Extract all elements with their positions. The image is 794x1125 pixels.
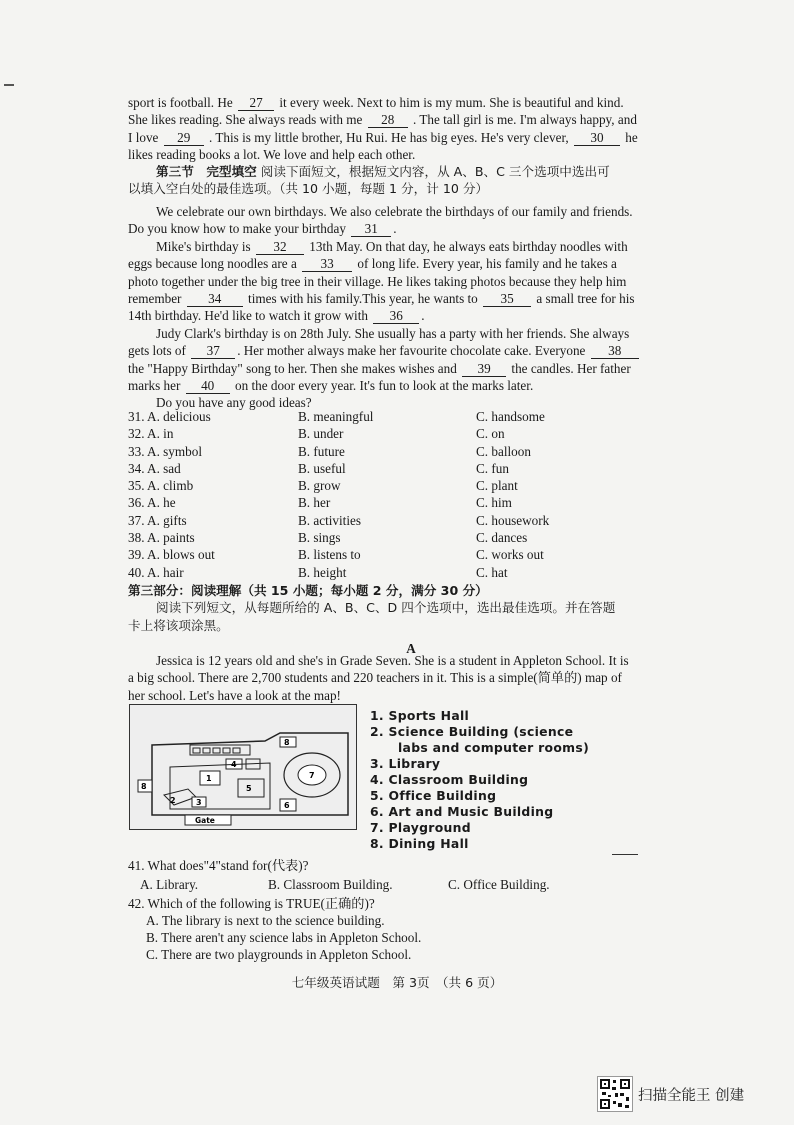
section3-header (128, 163, 694, 198)
cloze-line (128, 360, 694, 377)
intro-line-2 (128, 111, 694, 128)
cloze-line: Do you have any good ideas? (156, 395, 312, 411)
reading-line: Jessica is 12 years old and she's in Grade Seven. She is a student in Appleton School. It is (156, 653, 629, 668)
option-b: B. listens to (298, 547, 361, 563)
option-c: C. balloon (476, 443, 531, 459)
window-block (213, 748, 220, 753)
cloze-text: 14th birthday. He'd like to watch it grow with (128, 308, 368, 324)
blank-37: 37 (191, 344, 235, 359)
cloze-text: . Her mother always make her favourite chocolate cake. Everyone (237, 343, 586, 359)
section3-instruction-2: 以填入空白处的最佳选项。（共 10 小题，每题 1 分，计 10 分） (128, 181, 489, 197)
q42-option-a: A. The library is next to the science building. (146, 913, 385, 928)
intro-text: it every week. Next to him is my mum. She is beautiful and kind. (279, 95, 624, 110)
option-a: 31. A. delicious (128, 409, 211, 424)
cloze-line (128, 290, 694, 307)
blank-29: 29 (164, 131, 204, 146)
cloze-text: marks her (128, 378, 181, 394)
option-c: C. hat (476, 564, 508, 580)
intro-text: I love (128, 129, 159, 145)
blank-31: 31 (351, 222, 391, 237)
cloze-text: the candles. Her father (511, 360, 631, 376)
option-row-37 (128, 513, 694, 530)
blank-40: 40 (186, 379, 230, 394)
cloze-line (128, 342, 694, 359)
legend-item: 1. Sports Hall (370, 708, 470, 723)
cloze-line (128, 377, 694, 394)
map-label-7: 7 (309, 771, 315, 780)
option-b: B. useful (298, 460, 346, 476)
legend-item: 6. Art and Music Building (370, 804, 554, 819)
intro-line-1 (128, 94, 694, 111)
map-label-4: 4 (231, 760, 237, 769)
blank-28: 28 (368, 113, 408, 128)
option-c: C. him (476, 495, 512, 511)
scanner-brand: 扫描全能王 创建 (638, 1088, 745, 1104)
building-2-area (164, 789, 196, 805)
option-c: C. housework (476, 512, 550, 528)
option-b: B. meaningful (298, 409, 374, 424)
q41-option-a: A. Library. (140, 877, 199, 892)
cloze-line (128, 238, 694, 255)
reading-a (128, 652, 694, 704)
page-footer: 七年级英语试题 第 3页 （共 6 页） (291, 975, 503, 990)
option-row-36 (128, 495, 694, 512)
blank-27: 27 (238, 96, 274, 111)
option-a: 34. A. sad (128, 460, 181, 476)
q42-option-b: B. There aren't any science labs in Appleton School. (146, 930, 422, 945)
cloze-line: photo together under the big tree in their village. He likes taking photos because they help him (128, 273, 627, 289)
map-label-gate: Gate (195, 816, 215, 825)
cloze-text: on the door every year. It's fun to look at the marks later. (234, 378, 534, 394)
cloze-line (128, 255, 694, 272)
intro-line-4: likes reading books a lot. We love and help each other. (128, 147, 416, 163)
q41-option-b: B. Classroom Building. (268, 877, 393, 892)
option-b: B. height (298, 564, 347, 580)
option-c: C. fun (476, 460, 509, 476)
cloze-text: remember (128, 291, 182, 307)
reading-line: a big school. There are 2,700 students and 220 teachers in it. This is a simple(简单的) map of (128, 670, 622, 686)
option-b: B. her (298, 495, 331, 511)
section3-instruction: 阅读下面短文，根据短文内容，从 A、B、C 三个选项中选出可 (260, 164, 610, 179)
intro-text: . This is my little brother, Hu Rui. He has big eyes. He's very clever, (209, 129, 569, 145)
question-41-options (128, 874, 694, 895)
map-label-8-top: 8 (284, 738, 290, 747)
option-a: 37. A. gifts (128, 512, 187, 528)
qr-code-icon (597, 1076, 633, 1112)
window-block (203, 748, 210, 753)
option-b: B. sings (298, 530, 341, 546)
part3-header (128, 582, 694, 658)
school-map (129, 704, 357, 830)
part3-title: 第三部分：阅读理解（共 15 小题；每小题 2 分，满分 30 分） (128, 583, 488, 598)
q41-option-c: C. Office Building. (448, 877, 550, 892)
blank-36: 36 (373, 309, 419, 324)
option-a: 39. A. blows out (128, 547, 215, 563)
map-label-5: 5 (246, 784, 252, 793)
cloze-text: . (393, 221, 397, 237)
option-row-32 (128, 426, 694, 443)
option-b: B. future (298, 443, 345, 459)
cloze-text: 13th May. On that day, he always eats birthday noodles with (309, 238, 628, 254)
cloze-text: gets lots of (128, 343, 186, 359)
cloze-line (128, 220, 694, 237)
map-label-2: 2 (170, 796, 176, 805)
cloze-text: the "Happy Birthday" song to her. Then she makes wishes and (128, 360, 457, 376)
inner-path (170, 763, 270, 809)
scan-mark (4, 84, 14, 86)
option-row-33 (128, 444, 694, 461)
option-b: B. under (298, 426, 344, 442)
option-a: 40. A. hair (128, 564, 184, 580)
passage-intro (128, 94, 694, 164)
option-a: 33. A. symbol (128, 443, 203, 459)
intro-line-3 (128, 129, 694, 146)
cloze-text: of long life. Every year, his family and he takes a (357, 256, 617, 272)
option-a: 38. A. paints (128, 530, 195, 546)
blank-39: 39 (462, 362, 506, 377)
intro-text: sport is football. He (128, 95, 233, 110)
cloze-options (128, 409, 694, 582)
section3-line-1 (128, 163, 694, 180)
option-c: C. on (476, 426, 505, 442)
option-row-34 (128, 461, 694, 478)
option-row-35 (128, 478, 694, 495)
legend-item: labs and computer rooms) (398, 740, 590, 755)
window-block (223, 748, 230, 753)
option-c: C. works out (476, 547, 544, 563)
option-a: 36. A. he (128, 495, 176, 511)
blank-34: 34 (187, 292, 243, 307)
option-row-31 (128, 409, 694, 426)
legend-item: 2. Science Building (science (370, 724, 574, 739)
option-c: C. plant (476, 478, 518, 494)
option-row-38 (128, 530, 694, 547)
cloze-text: eggs because long noodles are a (128, 256, 297, 272)
q42-option-c: C. There are two playgrounds in Appleton School. (146, 947, 412, 962)
intro-text: . The tall girl is me. I'm always happy, and (412, 112, 637, 128)
option-c: C. dances (476, 530, 528, 546)
section3-title: 第三节 完型填空 (156, 164, 257, 179)
questions (128, 857, 694, 963)
blank-33: 33 (302, 257, 352, 272)
question-41: 41. What does"4"stand for(代表)? (128, 858, 309, 873)
blank-30: 30 (574, 131, 620, 146)
blank-35: 35 (483, 292, 531, 307)
part3-instruction: 阅读下列短文，从每题所给的 A、B、C、D 四个选项中，选出最佳选项。并在答题 (156, 600, 616, 616)
reading-line: her school. Let's have a look at the map! (128, 687, 341, 703)
cloze-line: Judy Clark's birthday is on 28th July. She usually has a party with her friends. She always (156, 325, 630, 341)
map-label-1: 1 (206, 774, 212, 783)
part3-instruction-2: 卡上将该项涂黑。 (128, 617, 229, 633)
option-a: 35. A. climb (128, 478, 194, 494)
cloze-text: Mike's birthday is (156, 238, 251, 254)
passage-label: A (406, 641, 416, 657)
legend-item: 7. Playground (370, 820, 471, 835)
dash-line (612, 854, 638, 855)
map-legend (370, 708, 589, 852)
option-row-40 (128, 565, 694, 582)
blank-32: 32 (256, 240, 304, 255)
option-a: 32. A. in (128, 426, 174, 442)
option-c: C. handsome (476, 409, 545, 424)
cloze-line: We celebrate our own birthdays. We also celebrate the birthdays of our family and friends. (156, 204, 633, 219)
intro-text: he (625, 129, 638, 145)
question-42: 42. Which of the following is TRUE(正确的)? (128, 896, 375, 911)
cloze-passage (128, 203, 694, 412)
cloze-text: . (421, 308, 425, 324)
map-label-3: 3 (196, 798, 202, 807)
legend-item: 4. Classroom Building (370, 772, 529, 787)
option-b: B. activities (298, 512, 361, 528)
legend-item: 8. Dining Hall (370, 836, 469, 851)
legend-item: 3. Library (370, 756, 441, 771)
cloze-text: times with his family.This year, he wants to (248, 291, 478, 307)
intro-text: She likes reading. She always reads with me (128, 112, 363, 128)
qr-code-graphic (598, 1077, 632, 1111)
blank-38: 38 (591, 344, 639, 359)
window-block (193, 748, 200, 753)
map-label-8-left: 8 (141, 782, 147, 791)
cloze-line (128, 307, 694, 324)
option-b: B. grow (298, 478, 341, 494)
cloze-text: Do you know how to make your birthday (128, 221, 346, 237)
option-row-39 (128, 547, 694, 564)
window-block (233, 748, 240, 753)
cloze-text: a small tree for his (536, 291, 635, 307)
map-label-6: 6 (284, 801, 290, 810)
school-map-drawing (130, 705, 356, 829)
legend-item: 5. Office Building (370, 788, 497, 803)
